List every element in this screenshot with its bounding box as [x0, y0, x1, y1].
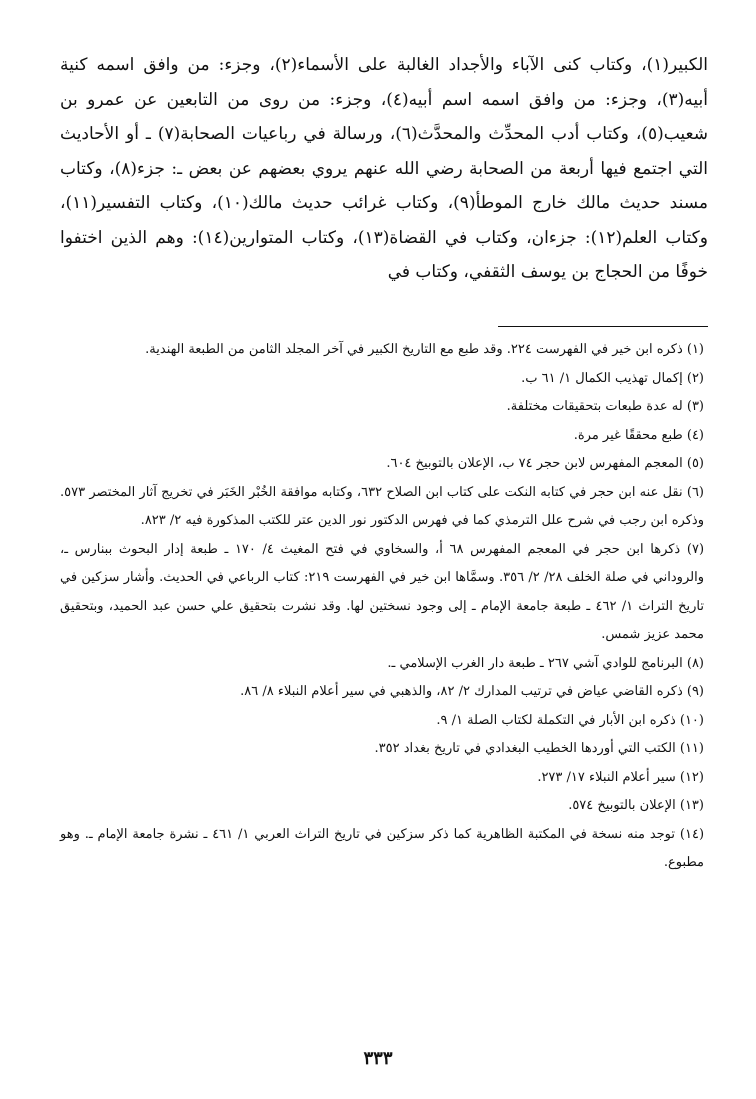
footnote-10: (١٠) ذكره ابن الأبار في التكملة لكتاب الصلة ١/ ٩. — [436, 712, 704, 728]
footnote-7: (٧) ذكرها ابن حجر في المعجم المفهرس ٦٨ أ، والسخاوي في فتح المغيث ٤/ ١٧٠ ـ طبعة إدار البحوث ببنارس ـ، والروداني في صلة الخلف ٢٨/ ٢/ ٣٥٦. وسمَّاها ابن خير في الفهرست ٢١٩: كتاب الرباعي في الحديث. وأشار سزكين في تاريخ التراث ١/ ٤٦٢ ـ طبعة جامعة الإمام ـ إلى وجود نسختين لها. وقد نشرت بتحقيق علي حسن عبد الحميد، وبتحقيق محمد عزيز شمس. — [60, 541, 705, 642]
footnote-9: (٩) ذكره القاضي عياض في ترتيب المدارك ٢/ ٨٢، والذهبي في سير أعلام النبلاء ٨/ ٨٦. — [240, 684, 704, 699]
footnote-6: (٦) نقل عنه ابن حجر في كتابه النكت على كتاب ابن الصلاح ٦٣٢، وكتابه موافقة الخُبْر الخَبَر في تخريج آثار المختصر ٥٧٣. وذكره ابن رجب في شرح علل الترمذي كما في فهرس الدكتور نور الدين عتر للكتب المذكورة فيه ٢/ ٨٢٣. — [60, 484, 704, 528]
main-text-block — [60, 48, 708, 290]
footnote-13: (١٣) الإعلان بالتوبيخ ٥٧٤. — [568, 798, 704, 813]
main-paragraph: الكبير(١)، وكتاب كنى الآباء والأجداد الغالبة على الأسماء(٢)، وجزء: من وافق اسمه كنية أبيه(٣)، وجزء: من وافق اسمه اسم أبيه(٤)، وجزء: من روى من التابعين عن عمرو بن شعيب(٥)، وكتاب أدب المحدِّث والمحدَّث(٦)، ورسالة في رباعيات الصحابة(٧) ـ أو الأحاديث التي اجتمع فيها أربعة من الصحابة رضي الله عنهم يروي بعضهم عن بعض ـ: جزء(٨)، وكتاب مسند حديث مالك خارج الموطأ(٩)، وكتاب غرائب حديث مالك(١٠)، وكتاب التفسير(١١)، وكتاب العلم(١٢): جزءان، وكتاب في القضاة(١٣)، وكتاب المتوارين(١٤): وهم الذين اختفوا خوفًا من الحجاج بن يوسف الثقفي، وكتاب في — [60, 55, 709, 282]
page-number: ٣٣٣ — [363, 1048, 393, 1069]
footnote-1: (١) ذكره ابن خير في الفهرست ٢٢٤. وقد طبع مع التاريخ الكبير في آخر المجلد الثامن من الطبعة الهندية. — [145, 342, 704, 357]
footnote-2: (٢) إكمال تهذيب الكمال ١/ ٦١ ب. — [521, 370, 704, 386]
footnote-12: (١٢) سير أعلام النبلاء ١٧/ ٢٧٣. — [537, 769, 704, 785]
footnote-14: (١٤) توجد منه نسخة في المكتبة الظاهرية كما ذكر سزكين في تاريخ التراث العربي ١/ ٤٦١ ـ نشرة جامعة الإمام ـ. وهو مطبوع. — [60, 826, 705, 870]
footnote-5: (٥) المعجم المفهرس لابن حجر ٧٤ ب، الإعلان بالتوبيخ ٦٠٤. — [386, 456, 704, 471]
footnote-8: (٨) البرنامج للوادي آشي ٢٦٧ ـ طبعة دار الغرب الإسلامي ـ. — [387, 655, 704, 671]
footnote-divider — [498, 326, 708, 327]
footnotes-block — [60, 336, 708, 878]
footnote-4: (٤) طبع محققًا غير مرة. — [573, 427, 704, 443]
footnote-11: (١١) الكتب التي أوردها الخطيب البغدادي في تاريخ بغداد ٣٥٢. — [374, 741, 704, 756]
footnote-3: (٣) له عدة طبعات بتحقيقات مختلفة. — [506, 399, 704, 414]
